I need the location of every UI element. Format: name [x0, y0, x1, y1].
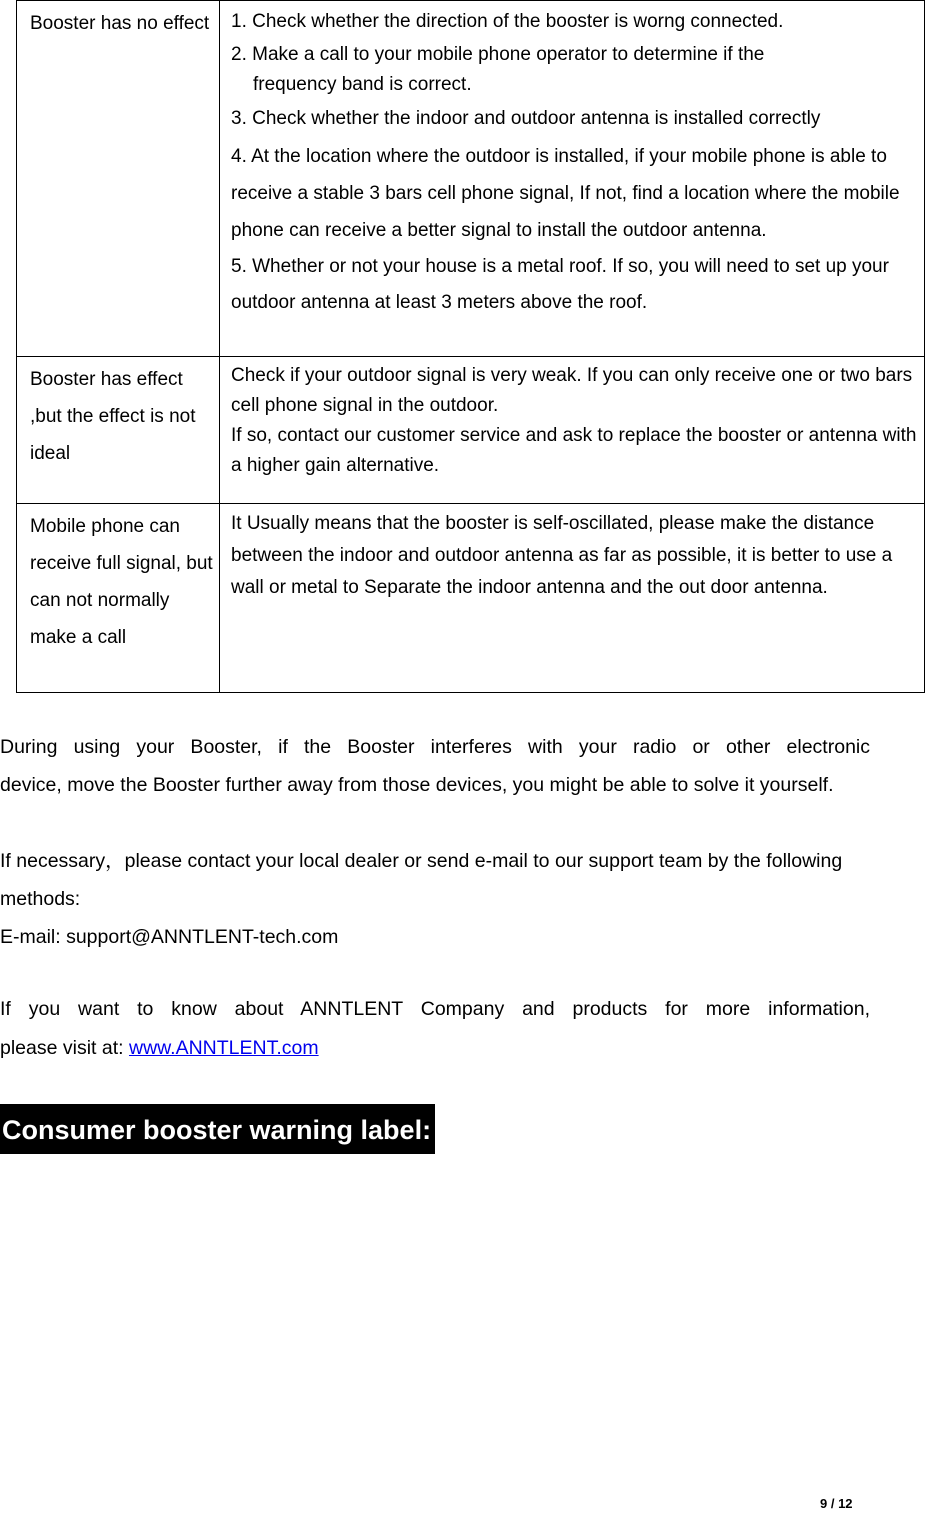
solution-line: Check if your outdoor signal is very weak. If you can only receive one or two bars cell phone signal in the outdoor. — [231, 365, 913, 416]
solution-step: 1. Check whether the direction of the booster is worng connected. — [231, 11, 784, 32]
table-row — [17, 1, 925, 357]
contact-paragraph: If necessary，please contact your local dealer or send e-mail to our support team by the following methods: — [0, 850, 843, 910]
solution-step: 4. At the location where the outdoor is installed, if your mobile phone is able to receive a stable 3 bars cell phone signal, If not, find a location where the mobile phone can receive a better signal to install the outdoor antenna. — [231, 146, 900, 241]
symptom-text: Mobile phone can receive full signal, but can not normally make a call — [30, 516, 213, 648]
solution-cell — [220, 1, 925, 357]
solution-step: 2. Make a call to your mobile phone operator to determine if the — [231, 44, 765, 65]
symptom-cell — [17, 504, 220, 693]
symptom-text: Booster has no effect — [30, 13, 210, 34]
support-email: E-mail: support@ANNTLENT-tech.com — [0, 926, 339, 948]
solution-step: 3. Check whether the indoor and outdoor antenna is installed correctly — [231, 108, 821, 129]
interference-paragraph: device, move the Booster further away from those devices, you might be able to solve it yourself. — [0, 774, 834, 796]
symptom-cell — [17, 1, 220, 357]
symptom-text: Booster has effect ,but the effect is not ideal — [30, 369, 196, 464]
website-link[interactable]: www.ANNTLENT.com — [128, 1037, 319, 1059]
page-number: 9 / 12 — [820, 1496, 853, 1511]
info-paragraph-lead: If you want to know about ANNTLENT Company and products for more information, — [0, 998, 870, 1020]
visit-prefix: please visit at: — [0, 1037, 129, 1059]
visit-line — [0, 1029, 870, 1067]
symptom-cell — [17, 357, 220, 504]
solution-line: It Usually means that the booster is self-oscillated, please make the distance between the indoor and outdoor antenna as far as possible, it is better to use a wall or metal to Separate the indoor antenna and the out door antenna. — [231, 513, 893, 598]
table-row — [17, 504, 925, 693]
warning-label-heading: Consumer booster warning label: — [0, 1104, 435, 1154]
solution-cell — [220, 504, 925, 693]
troubleshooting-table — [16, 0, 925, 693]
table-row — [17, 357, 925, 504]
solution-step-continuation: frequency band is correct. — [253, 74, 472, 95]
interference-paragraph-lead: During using your Booster, if the Booster interferes with your radio or other electronic — [0, 736, 870, 758]
solution-step: 5. Whether or not your house is a metal roof. If so, you will need to set up your outdoor antenna at least 3 meters above the roof. — [231, 256, 889, 313]
solution-cell — [220, 357, 925, 504]
solution-line: If so, contact our customer service and ask to replace the booster or antenna with a higher gain alternative. — [231, 425, 917, 476]
